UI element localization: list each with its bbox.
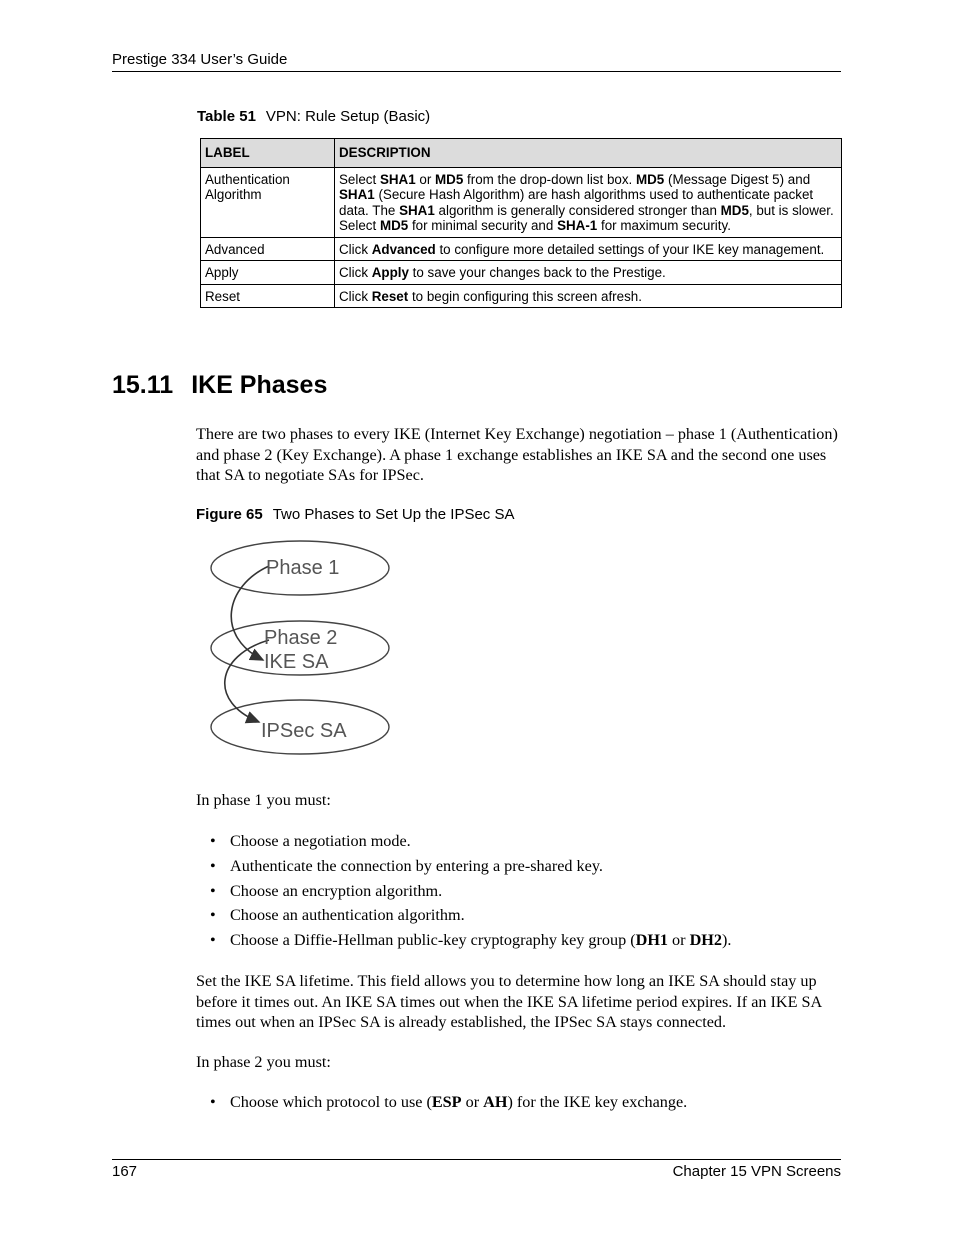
row-description: Click Reset to begin configuring this screen afresh. [335, 284, 842, 308]
list-item: • Choose which protocol to use (ESP or AH) for the IKE key exchange. [196, 1092, 844, 1117]
phase2-intro: In phase 2 you must: [196, 1053, 331, 1071]
phase1-intro: In phase 1 you must: [196, 791, 331, 809]
row-label: Apply [201, 261, 335, 285]
header-title: Prestige 334 User’s Guide [112, 51, 288, 68]
ipsec-sa-label: IPSec SA [261, 720, 347, 742]
column-header-description: DESCRIPTION [335, 139, 842, 168]
page-footer [112, 1159, 841, 1180]
ike-sa-label: IKE SA [264, 651, 329, 673]
table-caption [197, 108, 430, 125]
row-label: Reset [201, 284, 335, 308]
list-item: • Choose an encryption algorithm. [196, 881, 844, 906]
table-row [201, 237, 842, 261]
phase2-list [196, 1092, 844, 1117]
row-label: Advanced [201, 237, 335, 261]
table-row [201, 167, 842, 237]
section-title [112, 371, 327, 400]
section-number: 15.11 [112, 371, 174, 399]
list-item: • Choose a negotiation mode. [196, 831, 844, 856]
table-header-row [201, 139, 842, 168]
table-caption-text: VPN: Rule Setup (Basic) [265, 108, 431, 125]
row-description: Click Advanced to configure more detailed settings of your IKE key management. [335, 237, 842, 261]
footer-chapter: Chapter 15 VPN Screens [672, 1163, 841, 1180]
table-row [201, 284, 842, 308]
lifetime-paragraph: Set the IKE SA lifetime. This field allows you to determine how long an IKE SA should stay up before it times out. An IKE SA times out when the IKE SA lifetime period expires. If an IKE SA times out when an IPSec SA is already established, the IPSec SA stays connected. [196, 972, 822, 1031]
page-number: 167 [112, 1163, 138, 1180]
column-header-label: LABEL [201, 139, 335, 168]
table-caption-label: Table 51 [197, 108, 256, 125]
list-item: • Choose a Diffie-Hellman public-key cryptography key group (DH1 or DH2). [196, 930, 844, 955]
figure-caption-text: Two Phases to Set Up the IPSec SA [272, 506, 515, 523]
phase1-label: Phase 1 [266, 557, 340, 579]
row-description: Select SHA1 or MD5 from the drop-down list box. MD5 (Message Digest 5) and SHA1 (Secure Hash Algorithm) are hash algorithms used to authenticate packet data. The SHA1 algorithm is generally considered stronger than MD5, but is slower. Select MD5 for minimal security and SHA-1 for maximum security. [335, 167, 842, 237]
list-item: • Choose an authentication algorithm. [196, 905, 844, 930]
page-header [112, 51, 841, 72]
section-heading: IKE Phases [191, 371, 328, 399]
ike-phases-diagram [205, 536, 397, 762]
intro-paragraph: There are two phases to every IKE (Internet Key Exchange) negotiation – phase 1 (Authentication) and phase 2 (Key Exchange). A phase 1 exchange establishes an IKE SA and the second one uses that SA to negotiate SAs for IPSec. [196, 425, 838, 484]
phase1-list [196, 831, 844, 955]
figure-caption-label: Figure 65 [196, 506, 263, 523]
row-label: Authentication Algorithm [201, 167, 335, 237]
row-description: Click Apply to save your changes back to the Prestige. [335, 261, 842, 285]
vpn-rule-setup-table [200, 138, 842, 308]
table-row [201, 261, 842, 285]
phase2-label: Phase 2 [264, 627, 338, 649]
list-item: • Authenticate the connection by entering a pre-shared key. [196, 856, 844, 881]
figure-caption [196, 506, 514, 523]
